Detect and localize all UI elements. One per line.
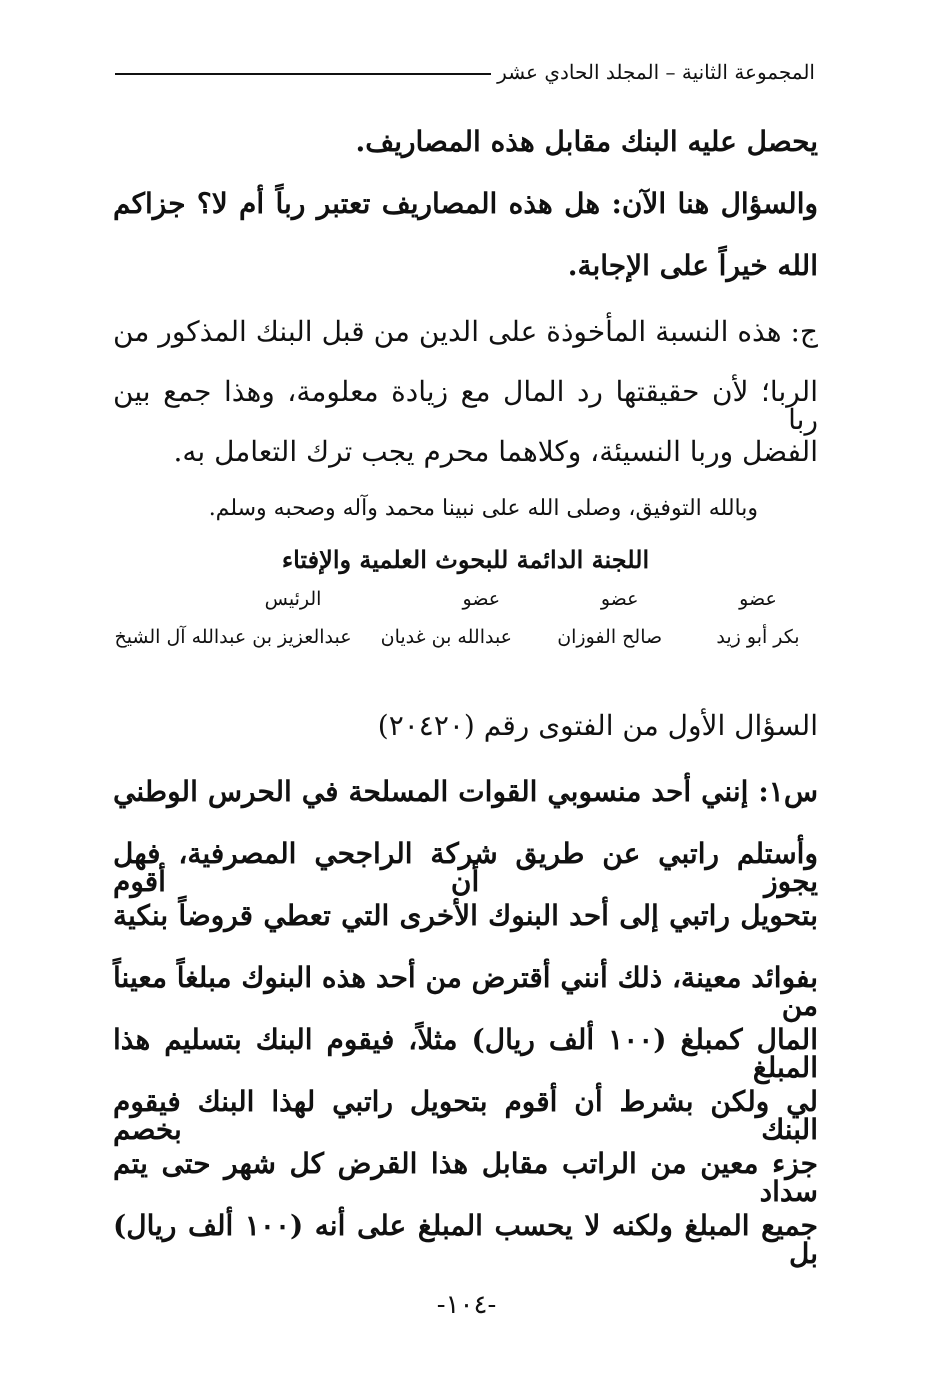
signature-title: الرئيس bbox=[264, 588, 322, 610]
answer-line: الفضل وربا النسيئة، وكلاهما محرم يجب ترك التعامل به. bbox=[173, 435, 818, 468]
member-name: بكر أبو زيد bbox=[716, 626, 800, 648]
header-rule bbox=[115, 73, 491, 75]
closing-line: وبالله التوفيق، وصلى الله على نبينا محمد وآله وصحبه وسلم. bbox=[208, 496, 758, 521]
question-line: لي ولكن بشرط أن أقوم بتحويل راتبي لهذا البنك فيقوم البنك بخصم bbox=[113, 1085, 818, 1146]
member-name: عبدالله بن غديان bbox=[380, 626, 513, 648]
paragraph-line: الله خيراً على الإجابة. bbox=[567, 249, 818, 282]
signature-titles bbox=[113, 588, 818, 610]
paragraph-line: يحصل عليه البنك مقابل هذه المصاريف. bbox=[355, 125, 818, 158]
member-name: عبدالعزيز بن عبدالله آل الشيخ bbox=[114, 626, 352, 648]
signature-title: عضو bbox=[600, 588, 639, 610]
question-line: س١: إنني أحد منسوبي القوات المسلحة في الحرس الوطني bbox=[113, 775, 818, 808]
question-line: بتحويل راتبي إلى أحد البنوك الأخرى التي تعطي قروضاً بنكية bbox=[113, 899, 818, 932]
signature-title: عضو bbox=[739, 588, 777, 610]
answer-line: ج: هذه النسبة المأخوذة على الدين من قبل البنك المذكور من bbox=[113, 315, 818, 348]
answer-line: الربا؛ لأن حقيقتها رد المال مع زيادة معلومة، وهذا جمع بين ربا bbox=[113, 375, 818, 436]
page-number: -١٠٤- bbox=[436, 1290, 497, 1320]
signature-title: عضو bbox=[462, 588, 501, 610]
question-line: جزء معين من الراتب مقابل هذا القرض كل شهر حتى يتم سداد bbox=[113, 1147, 818, 1208]
member-name: صالح الفوزان bbox=[557, 626, 663, 648]
question-heading: السؤال الأول من الفتوى رقم (٢٠٤٢٠) bbox=[377, 709, 818, 742]
running-header bbox=[115, 60, 815, 84]
signature-block bbox=[113, 588, 818, 664]
running-title: المجموعة الثانية – المجلد الحادي عشر bbox=[497, 60, 815, 84]
question-line: المال كمبلغ (١٠٠ ألف ريال) مثلاً، فيقوم البنك بتسليم هذا المبلغ bbox=[113, 1023, 818, 1084]
question-line: بفوائد معينة، ذلك أنني أقترض من أحد هذه البنوك مبلغاً معيناً من bbox=[113, 961, 818, 1022]
question-line: وأستلم راتبي عن طريق شركة الراجحي المصرفية، فهل يجوز أن أقوم bbox=[113, 837, 818, 898]
paragraph-line: والسؤال هنا الآن: هل هذه المصاريف تعتبر رباً أم لا؟ جزاكم bbox=[113, 187, 818, 220]
committee-name: اللجنة الدائمة للبحوث العلمية والإفتاء bbox=[281, 545, 650, 574]
question-line: جميع المبلغ ولكنه لا يحسب المبلغ على أنه (١٠٠ ألف ريال) بل bbox=[113, 1209, 818, 1270]
signature-names bbox=[113, 626, 818, 648]
